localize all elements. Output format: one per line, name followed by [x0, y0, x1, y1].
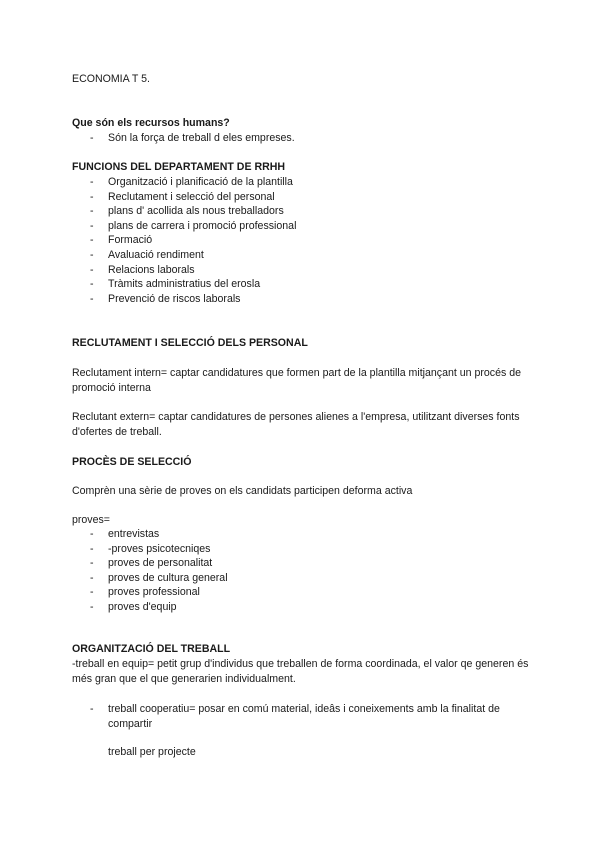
reclutament-intern-paragraph: Reclutament intern= captar candidatures que formen part de la plantilla mitjançant un procés de promoció interna — [72, 367, 522, 394]
proces-paragraph: Comprèn una sèrie de proves on els candidats participen deforma activa — [72, 485, 413, 497]
dash-marker: - — [90, 557, 94, 570]
dash-marker: - — [90, 263, 94, 276]
reclutament-extern-paragraph: Reclutant extern= captar candidatures de persones alienes a l'empresa, utilitzant diverses fonts d'ofertes de treball. — [72, 411, 520, 438]
list-item: - proves de cultura general — [90, 571, 228, 584]
list-item: - Organització i planificació de la plantilla — [90, 176, 293, 188]
list-item: - Reclutament i selecció del personal — [90, 190, 275, 203]
list-item: - Relacions laborals — [90, 263, 195, 276]
dash-marker: - — [90, 132, 94, 144]
question-list — [72, 131, 534, 146]
list-item: - Prevenció de riscos laborals — [90, 292, 241, 305]
list-item: - Tràmits administratius del erosla — [90, 278, 261, 291]
list-item: - Formació — [90, 234, 153, 247]
dash-marker: - — [90, 190, 94, 203]
dash-marker: - — [90, 219, 94, 232]
document-header: ECONOMIA T 5. — [72, 73, 150, 85]
funcions-list — [72, 175, 534, 306]
question-heading: Que són els recursos humans? — [72, 117, 230, 129]
list-item: - entrevistas — [90, 528, 160, 540]
list-item: - proves d'equip — [90, 600, 177, 613]
reclutament-heading: RECLUTAMENT I SELECCIÓ DELS PERSONAL — [72, 337, 308, 349]
list-item: - treball cooperatiu= posar en comú material, ideâs i coneixements amb la finalitat de compartir — [90, 703, 500, 730]
dash-marker: - — [90, 234, 94, 247]
funcions-heading: FUNCIONS DEL DEPARTAMENT DE RRHH — [72, 161, 286, 173]
organitzacio-paragraph: -treball en equip= petit grup d'individus que treballen de forma coordinada, el valor qe generen és més gran que el que generarien individualment. — [72, 658, 529, 685]
list-item: - proves de personalitat — [90, 557, 213, 570]
dash-marker: - — [90, 703, 94, 715]
dash-marker: - — [90, 205, 94, 218]
list-item: - Avaluació rendiment — [90, 248, 204, 261]
dash-marker: - — [90, 278, 94, 291]
dash-marker: - — [90, 176, 94, 188]
list-item: - -proves psicotecniqes — [90, 542, 211, 555]
proces-heading: PROCÈS DE SELECCIÓ — [72, 456, 192, 468]
dash-marker: - — [90, 292, 94, 305]
list-item: - plans d' acollida als nous treballadors — [90, 205, 284, 218]
proves-list — [72, 527, 534, 615]
dash-marker: - — [90, 248, 94, 261]
dash-marker: - — [90, 586, 94, 599]
dash-marker: - — [90, 528, 94, 540]
list-item: - Són la força de treball d eles empreses. — [90, 132, 295, 144]
dash-marker: - — [90, 542, 94, 555]
list-item: - proves professional — [90, 586, 200, 599]
list-item: - plans de carrera i promoció professional — [90, 219, 297, 232]
organitzacio-list — [72, 702, 534, 731]
organitzacio-heading: ORGANITZACIÓ DEL TREBALL — [72, 643, 231, 655]
dash-marker: - — [90, 571, 94, 584]
dash-marker: - — [90, 600, 94, 613]
organitzacio-last-line: treball per projecte — [108, 746, 196, 758]
proves-label: proves= — [72, 514, 110, 526]
